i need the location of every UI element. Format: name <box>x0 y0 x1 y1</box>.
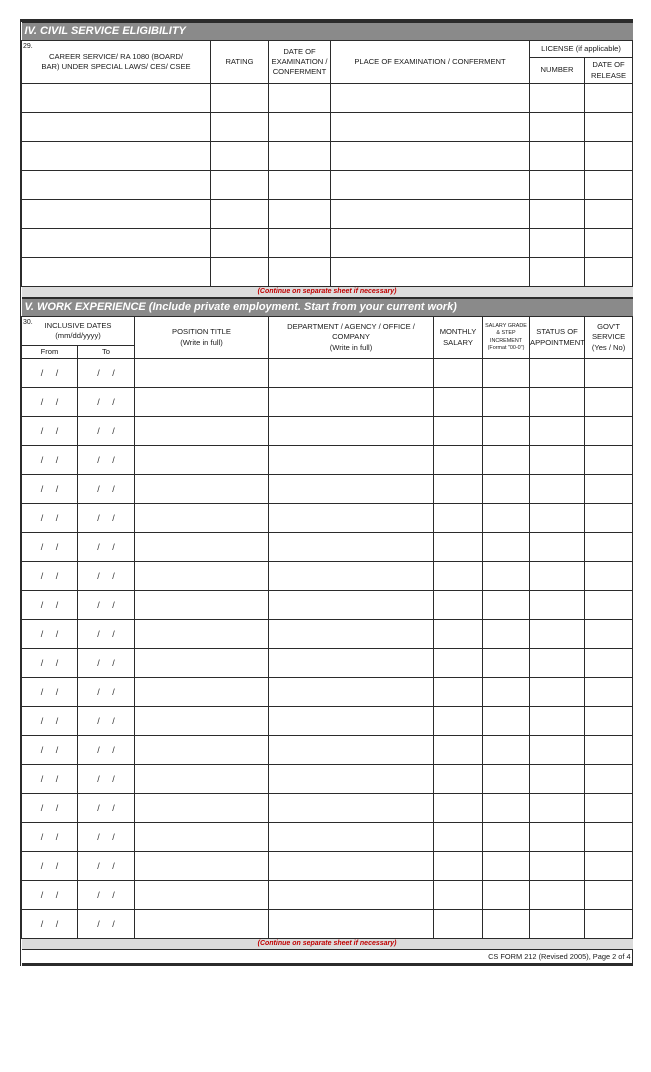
to-date-cell[interactable] <box>78 794 135 823</box>
license-number-cell[interactable] <box>530 200 585 229</box>
place-exam-cell[interactable] <box>331 84 530 113</box>
status-appointment-cell[interactable] <box>530 881 585 910</box>
to-date-cell[interactable] <box>78 533 135 562</box>
work-experience-row <box>22 765 633 794</box>
status-appointment-cell[interactable] <box>530 852 585 881</box>
date-slash-placeholder: / / <box>40 512 59 523</box>
salary-grade-cell[interactable] <box>483 388 530 417</box>
pds-page-2-form <box>20 19 633 966</box>
govt-service-cell[interactable] <box>585 591 633 620</box>
date-slash-placeholder: / / <box>97 367 115 378</box>
status-appointment-cell[interactable] <box>530 910 585 939</box>
salary-grade-cell[interactable] <box>483 446 530 475</box>
salary-grade-cell[interactable] <box>483 736 530 765</box>
rating-cell[interactable] <box>211 171 269 200</box>
license-number-cell[interactable] <box>530 258 585 287</box>
place-exam-cell[interactable] <box>331 229 530 258</box>
salary-grade-cell[interactable] <box>483 678 530 707</box>
govt-service-header: GOV'T SERVICE (Yes / No) <box>585 317 633 359</box>
govt-service-cell[interactable] <box>585 707 633 736</box>
status-appointment-cell[interactable] <box>530 533 585 562</box>
govt-service-cell[interactable] <box>585 359 633 388</box>
to-date-cell[interactable] <box>78 620 135 649</box>
salary-grade-cell[interactable] <box>483 765 530 794</box>
monthly-salary-cell[interactable] <box>434 736 483 765</box>
department-cell[interactable] <box>269 388 434 417</box>
position-title-cell[interactable] <box>135 852 269 881</box>
department-cell[interactable] <box>269 678 434 707</box>
position-title-cell[interactable] <box>135 359 269 388</box>
from-date-cell[interactable] <box>22 794 78 823</box>
salary-grade-cell[interactable] <box>483 417 530 446</box>
position-title-cell[interactable] <box>135 881 269 910</box>
career-service-header: 29. CAREER SERVICE/ RA 1080 (BOARD/ BAR) UNDER SPECIAL LAWS/ CES/ CSEE <box>22 41 211 84</box>
status-appointment-cell[interactable] <box>530 446 585 475</box>
department-cell[interactable] <box>269 417 434 446</box>
to-date-cell[interactable] <box>78 417 135 446</box>
salary-grade-cell[interactable] <box>483 707 530 736</box>
monthly-salary-cell[interactable] <box>434 678 483 707</box>
eligibility-row <box>22 113 633 142</box>
date-slash-placeholder: / / <box>40 425 59 436</box>
from-date-cell[interactable] <box>22 823 78 852</box>
monthly-salary-cell[interactable] <box>434 417 483 446</box>
license-date-cell[interactable] <box>585 113 633 142</box>
salary-grade-header: SALARY GRADE & STEP INCREMENT (Format "00-0") <box>483 317 530 359</box>
eligibility-row <box>22 142 633 171</box>
date-slash-placeholder: / / <box>97 918 115 929</box>
rating-cell[interactable] <box>211 84 269 113</box>
department-cell[interactable] <box>269 852 434 881</box>
status-appointment-cell[interactable] <box>530 736 585 765</box>
department-cell[interactable] <box>269 359 434 388</box>
status-appointment-cell[interactable] <box>530 794 585 823</box>
item-number-30: 30. <box>23 319 33 326</box>
to-date-cell[interactable] <box>78 388 135 417</box>
monthly-salary-cell[interactable] <box>434 359 483 388</box>
to-date-cell[interactable] <box>78 446 135 475</box>
date-slash-placeholder: / / <box>97 889 115 900</box>
govt-service-cell[interactable] <box>585 852 633 881</box>
status-appointment-cell[interactable] <box>530 765 585 794</box>
salary-grade-cell[interactable] <box>483 620 530 649</box>
monthly-salary-cell[interactable] <box>434 649 483 678</box>
govt-service-cell[interactable] <box>585 678 633 707</box>
position-title-cell[interactable] <box>135 533 269 562</box>
monthly-salary-cell[interactable] <box>434 562 483 591</box>
work-experience-row <box>22 678 633 707</box>
date-exam-cell[interactable] <box>269 258 331 287</box>
eligibility-rows <box>22 84 633 287</box>
position-title-cell[interactable] <box>135 794 269 823</box>
to-date-cell[interactable] <box>78 852 135 881</box>
status-appointment-cell[interactable] <box>530 649 585 678</box>
date-slash-placeholder: / / <box>40 454 59 465</box>
govt-service-cell[interactable] <box>585 504 633 533</box>
status-appointment-header: STATUS OF APPOINTMENT <box>530 317 585 359</box>
date-exam-cell[interactable] <box>269 171 331 200</box>
monthly-salary-cell[interactable] <box>434 620 483 649</box>
salary-grade-cell[interactable] <box>483 852 530 881</box>
date-exam-cell[interactable] <box>269 113 331 142</box>
position-title-cell[interactable] <box>135 678 269 707</box>
work-experience-row <box>22 910 633 939</box>
work-experience-row <box>22 388 633 417</box>
salary-grade-cell[interactable] <box>483 359 530 388</box>
from-date-cell[interactable] <box>22 359 78 388</box>
career-service-cell[interactable] <box>22 113 211 142</box>
work-experience-row <box>22 591 633 620</box>
rating-cell[interactable] <box>211 142 269 171</box>
date-slash-placeholder: / / <box>40 773 59 784</box>
work-experience-row <box>22 475 633 504</box>
from-date-cell[interactable] <box>22 533 78 562</box>
monthly-salary-cell[interactable] <box>434 533 483 562</box>
department-cell[interactable] <box>269 736 434 765</box>
form-footer-label: CS FORM 212 (Revised 2005), Page 2 of 4 <box>22 950 633 965</box>
from-date-cell[interactable] <box>22 620 78 649</box>
license-date-cell[interactable] <box>585 171 633 200</box>
date-slash-placeholder: / / <box>97 454 115 465</box>
govt-service-cell[interactable] <box>585 765 633 794</box>
date-slash-placeholder: / / <box>97 773 115 784</box>
govt-service-cell[interactable] <box>585 388 633 417</box>
department-header: DEPARTMENT / AGENCY / OFFICE / COMPANY (Write in full) <box>269 317 434 359</box>
salary-grade-cell[interactable] <box>483 823 530 852</box>
date-slash-placeholder: / / <box>97 686 115 697</box>
monthly-salary-cell[interactable] <box>434 881 483 910</box>
license-date-cell[interactable] <box>585 200 633 229</box>
department-cell[interactable] <box>269 765 434 794</box>
work-experience-rows <box>22 359 633 939</box>
from-date-cell[interactable] <box>22 852 78 881</box>
monthly-salary-cell[interactable] <box>434 446 483 475</box>
date-slash-placeholder: / / <box>97 715 115 726</box>
salary-grade-cell[interactable] <box>483 591 530 620</box>
to-date-cell[interactable] <box>78 823 135 852</box>
work-experience-row <box>22 620 633 649</box>
department-cell[interactable] <box>269 823 434 852</box>
date-slash-placeholder: / / <box>40 628 59 639</box>
date-slash-placeholder: / / <box>40 483 59 494</box>
work-experience-row <box>22 562 633 591</box>
salary-grade-cell[interactable] <box>483 504 530 533</box>
date-exam-cell[interactable] <box>269 84 331 113</box>
inclusive-dates-header: 30. INCLUSIVE DATES (mm/dd/yyyy) <box>22 317 135 346</box>
salary-grade-cell[interactable] <box>483 533 530 562</box>
work-experience-row <box>22 707 633 736</box>
position-title-cell[interactable] <box>135 910 269 939</box>
position-title-cell[interactable] <box>135 388 269 417</box>
position-title-cell[interactable] <box>135 736 269 765</box>
rating-cell[interactable] <box>211 113 269 142</box>
date-slash-placeholder: / / <box>40 367 59 378</box>
monthly-salary-cell[interactable] <box>434 852 483 881</box>
to-date-cell[interactable] <box>78 591 135 620</box>
status-appointment-cell[interactable] <box>530 475 585 504</box>
license-date-cell[interactable] <box>585 84 633 113</box>
to-date-cell[interactable] <box>78 881 135 910</box>
department-cell[interactable] <box>269 591 434 620</box>
rating-cell[interactable] <box>211 200 269 229</box>
career-service-cell[interactable] <box>22 258 211 287</box>
status-appointment-cell[interactable] <box>530 359 585 388</box>
date-slash-placeholder: / / <box>97 425 115 436</box>
position-title-cell[interactable] <box>135 620 269 649</box>
govt-service-cell[interactable] <box>585 475 633 504</box>
date-slash-placeholder: / / <box>40 744 59 755</box>
date-slash-placeholder: / / <box>97 570 115 581</box>
status-appointment-cell[interactable] <box>530 591 585 620</box>
date-slash-placeholder: / / <box>97 483 115 494</box>
salary-grade-cell[interactable] <box>483 562 530 591</box>
to-header: To <box>78 346 135 359</box>
license-date-cell[interactable] <box>585 142 633 171</box>
govt-service-cell[interactable] <box>585 562 633 591</box>
section-iv-title: IV. CIVIL SERVICE ELIGIBILITY <box>22 23 633 41</box>
work-experience-row <box>22 417 633 446</box>
position-title-cell[interactable] <box>135 475 269 504</box>
civil-service-eligibility-table <box>21 22 633 298</box>
date-exam-cell[interactable] <box>269 200 331 229</box>
govt-service-cell[interactable] <box>585 446 633 475</box>
department-cell[interactable] <box>269 504 434 533</box>
section-iv-continue-note: (Continue on separate sheet if necessary) <box>22 287 633 298</box>
salary-grade-cell[interactable] <box>483 649 530 678</box>
from-date-cell[interactable] <box>22 707 78 736</box>
monthly-salary-cell[interactable] <box>434 388 483 417</box>
to-date-cell[interactable] <box>78 707 135 736</box>
department-cell[interactable] <box>269 475 434 504</box>
eligibility-row <box>22 229 633 258</box>
monthly-salary-header: MONTHLY SALARY <box>434 317 483 359</box>
date-slash-placeholder: / / <box>40 831 59 842</box>
from-date-cell[interactable] <box>22 649 78 678</box>
monthly-salary-cell[interactable] <box>434 707 483 736</box>
date-exam-header: DATE OF EXAMINATION / CONFERMENT <box>269 41 331 84</box>
license-header: LICENSE (if applicable) <box>530 41 633 58</box>
status-appointment-cell[interactable] <box>530 562 585 591</box>
date-slash-placeholder: / / <box>97 628 115 639</box>
from-date-cell[interactable] <box>22 881 78 910</box>
date-exam-cell[interactable] <box>269 229 331 258</box>
career-service-cell[interactable] <box>22 142 211 171</box>
department-cell[interactable] <box>269 562 434 591</box>
work-experience-table <box>21 298 633 966</box>
position-title-cell[interactable] <box>135 504 269 533</box>
from-date-cell[interactable] <box>22 736 78 765</box>
rating-header: RATING <box>211 41 269 84</box>
position-title-cell[interactable] <box>135 823 269 852</box>
monthly-salary-cell[interactable] <box>434 504 483 533</box>
from-date-cell[interactable] <box>22 910 78 939</box>
work-experience-row <box>22 736 633 765</box>
date-slash-placeholder: / / <box>40 918 59 929</box>
license-number-cell[interactable] <box>530 84 585 113</box>
status-appointment-cell[interactable] <box>530 678 585 707</box>
item-number-29: 29. <box>23 43 33 50</box>
date-slash-placeholder: / / <box>97 657 115 668</box>
from-date-cell[interactable] <box>22 504 78 533</box>
from-date-cell[interactable] <box>22 446 78 475</box>
eligibility-row <box>22 84 633 113</box>
place-exam-cell[interactable] <box>331 171 530 200</box>
to-date-cell[interactable] <box>78 910 135 939</box>
place-exam-cell[interactable] <box>331 258 530 287</box>
date-slash-placeholder: / / <box>97 396 115 407</box>
work-experience-row <box>22 504 633 533</box>
position-title-header: POSITION TITLE (Write in full) <box>135 317 269 359</box>
eligibility-row <box>22 171 633 200</box>
date-slash-placeholder: / / <box>40 570 59 581</box>
department-cell[interactable] <box>269 881 434 910</box>
work-experience-row <box>22 359 633 388</box>
date-slash-placeholder: / / <box>40 802 59 813</box>
career-service-cell[interactable] <box>22 171 211 200</box>
place-exam-cell[interactable] <box>331 142 530 171</box>
license-date-cell[interactable] <box>585 258 633 287</box>
license-number-header: NUMBER <box>530 58 585 84</box>
work-experience-row <box>22 881 633 910</box>
work-experience-row <box>22 649 633 678</box>
license-date-release-header: DATE OF RELEASE <box>585 58 633 84</box>
govt-service-cell[interactable] <box>585 823 633 852</box>
status-appointment-cell[interactable] <box>530 823 585 852</box>
place-exam-header: PLACE OF EXAMINATION / CONFERMENT <box>331 41 530 84</box>
department-cell[interactable] <box>269 794 434 823</box>
department-cell[interactable] <box>269 620 434 649</box>
license-date-cell[interactable] <box>585 229 633 258</box>
date-slash-placeholder: / / <box>40 657 59 668</box>
date-slash-placeholder: / / <box>40 715 59 726</box>
monthly-salary-cell[interactable] <box>434 823 483 852</box>
to-date-cell[interactable] <box>78 649 135 678</box>
date-slash-placeholder: / / <box>97 744 115 755</box>
work-experience-row <box>22 446 633 475</box>
to-date-cell[interactable] <box>78 562 135 591</box>
eligibility-row <box>22 258 633 287</box>
section-v-continue-note: (Continue on separate sheet if necessary) <box>22 939 633 950</box>
department-cell[interactable] <box>269 533 434 562</box>
department-cell[interactable] <box>269 446 434 475</box>
position-title-cell[interactable] <box>135 417 269 446</box>
from-date-cell[interactable] <box>22 388 78 417</box>
status-appointment-cell[interactable] <box>530 707 585 736</box>
from-date-cell[interactable] <box>22 678 78 707</box>
status-appointment-cell[interactable] <box>530 388 585 417</box>
career-service-cell[interactable] <box>22 200 211 229</box>
status-appointment-cell[interactable] <box>530 504 585 533</box>
from-header: From <box>22 346 78 359</box>
to-date-cell[interactable] <box>78 475 135 504</box>
govt-service-cell[interactable] <box>585 910 633 939</box>
status-appointment-cell[interactable] <box>530 620 585 649</box>
date-slash-placeholder: / / <box>97 541 115 552</box>
date-exam-cell[interactable] <box>269 142 331 171</box>
govt-service-cell[interactable] <box>585 620 633 649</box>
position-title-cell[interactable] <box>135 707 269 736</box>
date-slash-placeholder: / / <box>40 889 59 900</box>
monthly-salary-cell[interactable] <box>434 765 483 794</box>
salary-grade-cell[interactable] <box>483 881 530 910</box>
rating-cell[interactable] <box>211 258 269 287</box>
position-title-cell[interactable] <box>135 562 269 591</box>
license-number-cell[interactable] <box>530 171 585 200</box>
govt-service-cell[interactable] <box>585 533 633 562</box>
govt-service-cell[interactable] <box>585 649 633 678</box>
section-v-title: V. WORK EXPERIENCE (Include private employment. Start from your current work) <box>22 299 633 317</box>
monthly-salary-cell[interactable] <box>434 475 483 504</box>
to-date-cell[interactable] <box>78 678 135 707</box>
place-exam-cell[interactable] <box>331 113 530 142</box>
to-date-cell[interactable] <box>78 359 135 388</box>
govt-service-cell[interactable] <box>585 736 633 765</box>
license-number-cell[interactable] <box>530 142 585 171</box>
work-experience-row <box>22 852 633 881</box>
govt-service-cell[interactable] <box>585 794 633 823</box>
salary-grade-cell[interactable] <box>483 910 530 939</box>
work-experience-row <box>22 533 633 562</box>
eligibility-row <box>22 200 633 229</box>
career-service-cell[interactable] <box>22 229 211 258</box>
from-date-cell[interactable] <box>22 591 78 620</box>
to-date-cell[interactable] <box>78 765 135 794</box>
work-experience-row <box>22 794 633 823</box>
position-title-cell[interactable] <box>135 765 269 794</box>
date-slash-placeholder: / / <box>97 599 115 610</box>
salary-grade-cell[interactable] <box>483 475 530 504</box>
position-title-cell[interactable] <box>135 446 269 475</box>
from-date-cell[interactable] <box>22 475 78 504</box>
date-slash-placeholder: / / <box>40 541 59 552</box>
monthly-salary-cell[interactable] <box>434 910 483 939</box>
date-slash-placeholder: / / <box>97 802 115 813</box>
to-date-cell[interactable] <box>78 504 135 533</box>
to-date-cell[interactable] <box>78 736 135 765</box>
from-date-cell[interactable] <box>22 765 78 794</box>
from-date-cell[interactable] <box>22 417 78 446</box>
department-cell[interactable] <box>269 649 434 678</box>
position-title-cell[interactable] <box>135 591 269 620</box>
work-experience-row <box>22 823 633 852</box>
position-title-cell[interactable] <box>135 649 269 678</box>
department-cell[interactable] <box>269 707 434 736</box>
date-slash-placeholder: / / <box>40 686 59 697</box>
date-slash-placeholder: / / <box>40 396 59 407</box>
license-number-cell[interactable] <box>530 113 585 142</box>
date-slash-placeholder: / / <box>40 599 59 610</box>
monthly-salary-cell[interactable] <box>434 794 483 823</box>
license-number-cell[interactable] <box>530 229 585 258</box>
date-slash-placeholder: / / <box>97 512 115 523</box>
salary-grade-cell[interactable] <box>483 794 530 823</box>
from-date-cell[interactable] <box>22 562 78 591</box>
govt-service-cell[interactable] <box>585 417 633 446</box>
rating-cell[interactable] <box>211 229 269 258</box>
date-slash-placeholder: / / <box>97 831 115 842</box>
date-slash-placeholder: / / <box>40 860 59 871</box>
status-appointment-cell[interactable] <box>530 417 585 446</box>
govt-service-cell[interactable] <box>585 881 633 910</box>
place-exam-cell[interactable] <box>331 200 530 229</box>
monthly-salary-cell[interactable] <box>434 591 483 620</box>
career-service-cell[interactable] <box>22 84 211 113</box>
department-cell[interactable] <box>269 910 434 939</box>
date-slash-placeholder: / / <box>97 860 115 871</box>
